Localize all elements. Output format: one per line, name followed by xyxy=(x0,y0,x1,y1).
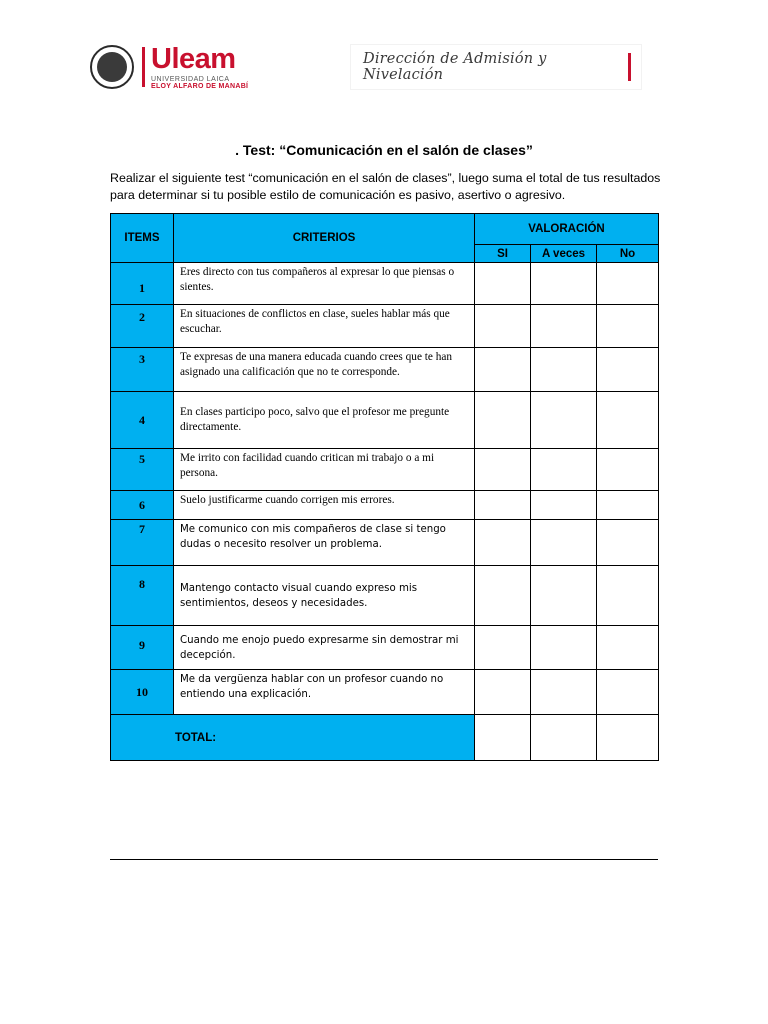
items-header: ITEMS xyxy=(111,214,174,263)
uleam-logo xyxy=(90,40,265,94)
logo-name: Uleam xyxy=(151,42,236,75)
answer-no-cell[interactable] xyxy=(597,566,659,626)
university-seal-icon xyxy=(90,45,134,89)
table-row xyxy=(111,263,659,305)
answer-no-cell[interactable] xyxy=(597,449,659,491)
table-row xyxy=(111,348,659,392)
footer-rule xyxy=(110,859,658,860)
valoracion-header: VALORACIÓN xyxy=(475,214,659,245)
total-a-veces-cell[interactable] xyxy=(531,715,597,761)
answer-no-cell[interactable] xyxy=(597,305,659,348)
criterion-text: Cuando me enojo puedo expresarme sin demostrar mi decepción. xyxy=(174,626,475,670)
col-si-header: SI xyxy=(475,245,531,263)
page-title: . Test: “Comunicación en el salón de clases” xyxy=(235,142,533,158)
answer-si-cell[interactable] xyxy=(475,392,531,449)
table-row xyxy=(111,449,659,491)
table-row xyxy=(111,670,659,715)
admission-logo-text: Dirección de Admisión y Nivelación xyxy=(363,51,547,83)
table-row xyxy=(111,392,659,449)
total-label: TOTAL: xyxy=(111,715,475,761)
answer-a-veces-cell[interactable] xyxy=(531,449,597,491)
answer-si-cell[interactable] xyxy=(475,449,531,491)
item-number: 1 xyxy=(111,263,174,305)
criterion-text: En situaciones de conflictos en clase, sueles hablar más que escuchar. xyxy=(174,305,475,348)
answer-a-veces-cell[interactable] xyxy=(531,520,597,566)
total-si-cell[interactable] xyxy=(475,715,531,761)
answer-no-cell[interactable] xyxy=(597,263,659,305)
test-table xyxy=(110,213,659,761)
answer-a-veces-cell[interactable] xyxy=(531,566,597,626)
criterion-text: Me da vergüenza hablar con un profesor cuando no entiendo una explicación. xyxy=(174,670,475,715)
answer-a-veces-cell[interactable] xyxy=(531,626,597,670)
intro-paragraph: Realizar el siguiente test “comunicación en el salón de clases”, luego suma el total de tus resultados para determinar si tu posible estilo de comunicación es pasivo, asertivo o agresivo. xyxy=(110,171,661,202)
item-number: 3 xyxy=(111,348,174,392)
criteria-header: CRITERIOS xyxy=(174,214,475,263)
criterion-text: Me comunico con mis compañeros de clase si tengo dudas o necesito resolver un problema. xyxy=(174,520,475,566)
item-number: 10 xyxy=(111,670,174,715)
answer-a-veces-cell[interactable] xyxy=(531,670,597,715)
criterion-text: Eres directo con tus compañeros al expresar lo que piensas o sientes. xyxy=(174,263,475,305)
answer-si-cell[interactable] xyxy=(475,520,531,566)
answer-si-cell[interactable] xyxy=(475,626,531,670)
answer-a-veces-cell[interactable] xyxy=(531,392,597,449)
answer-si-cell[interactable] xyxy=(475,670,531,715)
col-no-header: No xyxy=(597,245,659,263)
answer-a-veces-cell[interactable] xyxy=(531,263,597,305)
logo-line1: UNIVERSIDAD LAICA xyxy=(151,75,230,83)
answer-a-veces-cell[interactable] xyxy=(531,491,597,520)
logo-line2: ELOY ALFARO DE MANABÍ xyxy=(151,82,249,90)
item-number: 4 xyxy=(111,392,174,449)
answer-no-cell[interactable] xyxy=(597,348,659,392)
item-number: 7 xyxy=(111,520,174,566)
criterion-text: En clases participo poco, salvo que el profesor me pregunte directamente. xyxy=(174,392,475,449)
answer-no-cell[interactable] xyxy=(597,520,659,566)
criterion-text: Mantengo contacto visual cuando expreso mis sentimientos, deseos y necesidades. xyxy=(174,566,475,626)
item-number: 6 xyxy=(111,491,174,520)
answer-si-cell[interactable] xyxy=(475,566,531,626)
answer-si-cell[interactable] xyxy=(475,305,531,348)
logo-red-rule xyxy=(628,53,631,81)
item-number: 5 xyxy=(111,449,174,491)
logo-divider xyxy=(142,47,145,87)
answer-si-cell[interactable] xyxy=(475,491,531,520)
criterion-text: Te expresas de una manera educada cuando crees que te han asignado una calificación que no te corresponde. xyxy=(174,348,475,392)
answer-si-cell[interactable] xyxy=(475,348,531,392)
table-row xyxy=(111,566,659,626)
criterion-text: Me irrito con facilidad cuando critican mi trabajo o a mi persona. xyxy=(174,449,475,491)
answer-a-veces-cell[interactable] xyxy=(531,348,597,392)
answer-si-cell[interactable] xyxy=(475,263,531,305)
table-row xyxy=(111,305,659,348)
admission-logo xyxy=(350,44,642,90)
answer-no-cell[interactable] xyxy=(597,670,659,715)
item-number: 9 xyxy=(111,626,174,670)
answer-no-cell[interactable] xyxy=(597,392,659,449)
table-row xyxy=(111,520,659,566)
table-row xyxy=(111,626,659,670)
total-no-cell[interactable] xyxy=(597,715,659,761)
answer-no-cell[interactable] xyxy=(597,626,659,670)
col-a-veces-header: A veces xyxy=(531,245,597,263)
item-number: 2 xyxy=(111,305,174,348)
answer-no-cell[interactable] xyxy=(597,491,659,520)
total-row xyxy=(111,715,659,761)
item-number: 8 xyxy=(111,566,174,626)
answer-a-veces-cell[interactable] xyxy=(531,305,597,348)
criterion-text: Suelo justificarme cuando corrigen mis errores. xyxy=(174,491,475,520)
table-row xyxy=(111,491,659,520)
